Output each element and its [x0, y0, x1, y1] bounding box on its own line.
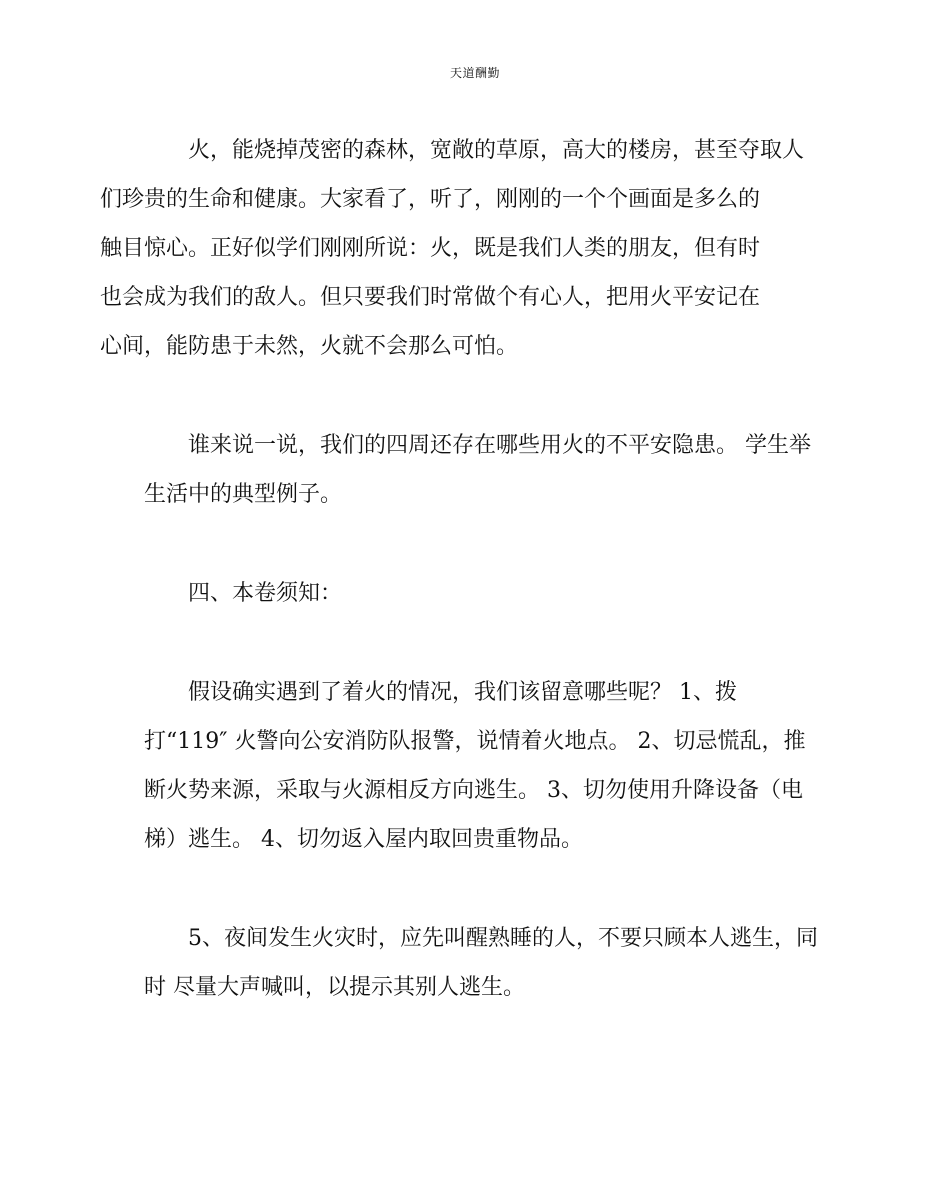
text-line: 生活中的典型例子。 [144, 482, 343, 507]
text-line: 谁来说一说，我们的四周还存在哪些用火的不平安隐患。 学生举 [188, 433, 811, 458]
text-line: 梯）逃生。 4、切勿返入屋内取回贵重物品。 [144, 827, 583, 852]
paragraph-fire-steps [144, 668, 814, 864]
text-line: 也会成为我们的敌人。但只要我们时常做个有心人，把用火平安记在 [100, 285, 761, 310]
text-line: 触目惊心。正好似学们刚刚所说：火，既是我们人类的朋友，但有时 [100, 236, 761, 261]
text-line: 5、夜间发生火灾时，应先叫醒熟睡的人，不要只顾本人逃生，同 [188, 926, 818, 951]
paragraph-hazards-discussion [144, 421, 814, 519]
text-line: 火，能烧掉茂密的森林，宽敞的草原，高大的楼房，甚至夺取人 [188, 138, 805, 163]
text-line: 打“119″ 火警向公安消防队报警，说情着火地点。 2、切忌慌乱，推 [144, 729, 806, 754]
text-line: 时 尽量大声喊叫，以提示其别人逃生。 [144, 975, 525, 1000]
text-line: 们珍贵的生命和健康。大家看了，听了，刚刚的一个个画面是多么的 [100, 187, 761, 212]
document-body [100, 126, 818, 1012]
text-line: 断火势来源，采取与火源相反方向逃生。 3、切勿使用升降设备（电 [144, 778, 803, 803]
paragraph-night-fire [144, 914, 818, 1012]
paragraph-fire-danger [100, 126, 814, 371]
text-line: 假设确实遇到了着火的情况，我们该留意哪些呢？ 1、拨 [188, 680, 737, 705]
section-heading: 四、本卷须知： [188, 581, 343, 606]
text-line: 心间，能防患于未然，火就不会那么可怕。 [100, 334, 519, 359]
section-heading-notice [144, 569, 814, 618]
page-header: 天道酬勤 [449, 66, 500, 80]
